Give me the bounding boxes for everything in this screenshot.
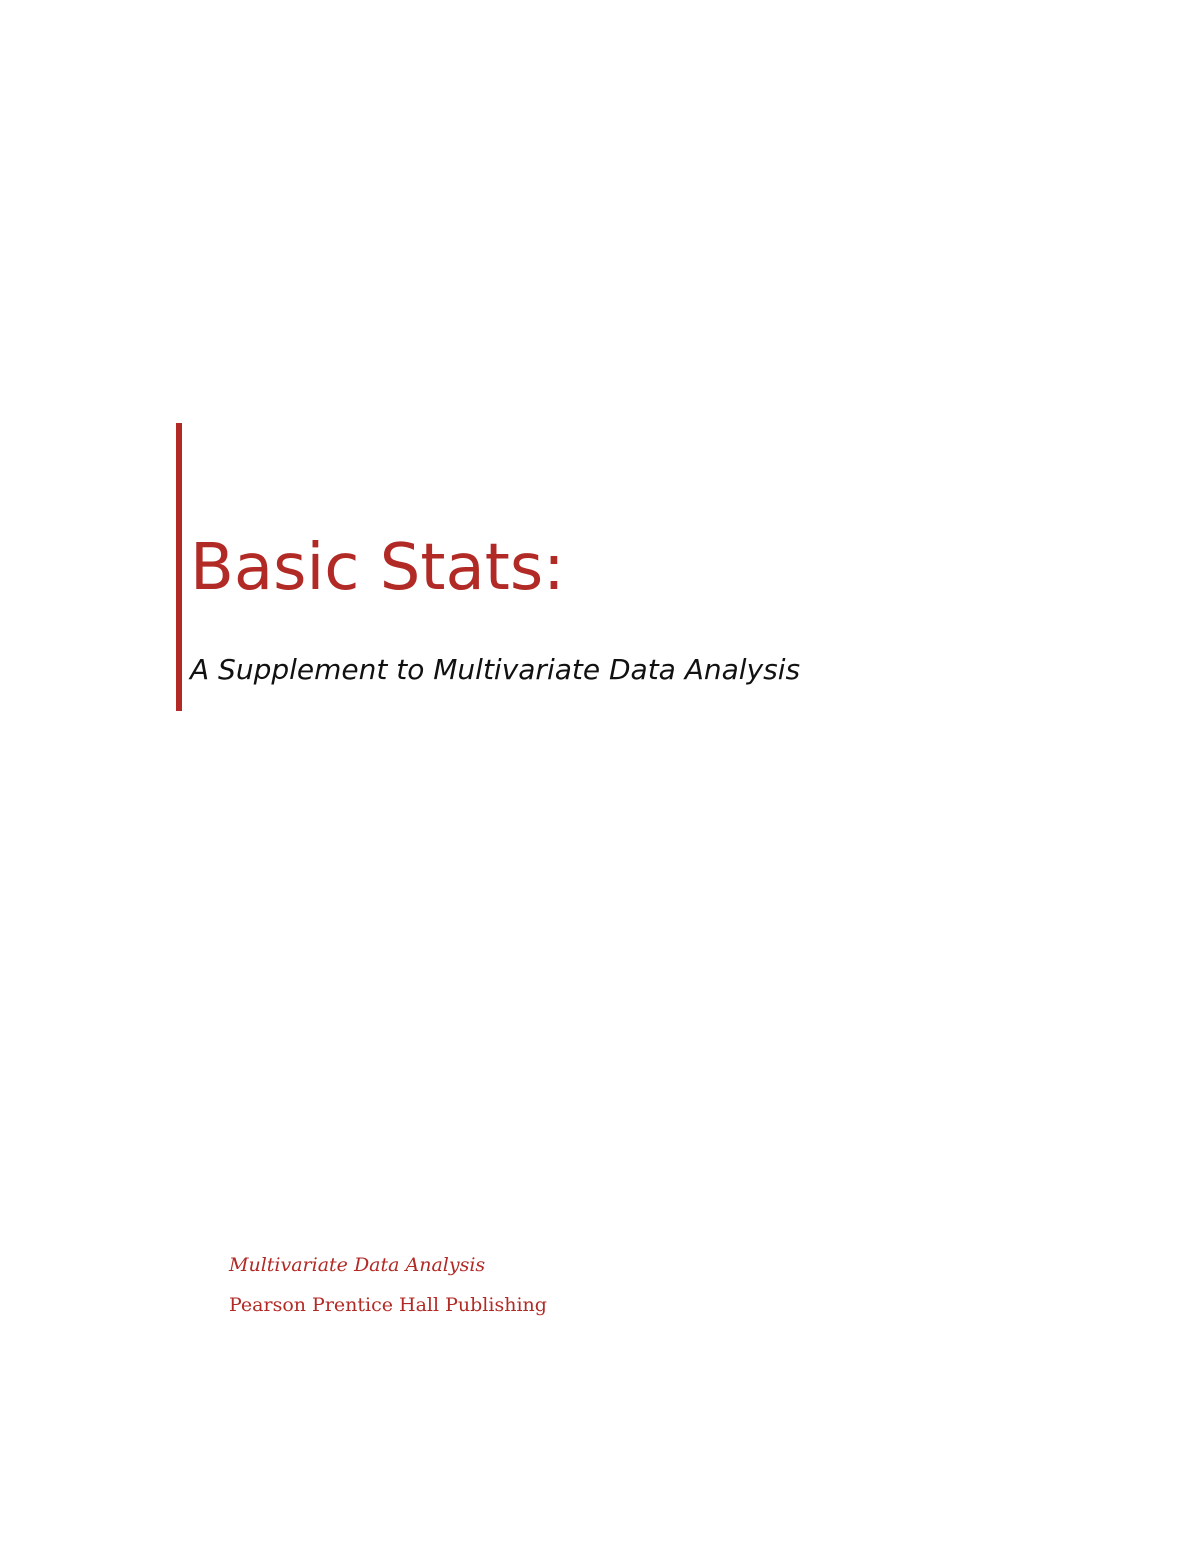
- cover-subtitle: A Supplement to Multivariate Data Analysis: [190, 653, 801, 686]
- publisher-block: [229, 1250, 929, 1320]
- accent-vertical-rule: [176, 423, 182, 711]
- title-block: [190, 520, 1150, 616]
- book-title: Multivariate Data Analysis: [229, 1254, 486, 1276]
- publisher-name: Pearson Prentice Hall Publishing: [229, 1294, 547, 1316]
- cover-title: Basic Stats:: [190, 531, 565, 605]
